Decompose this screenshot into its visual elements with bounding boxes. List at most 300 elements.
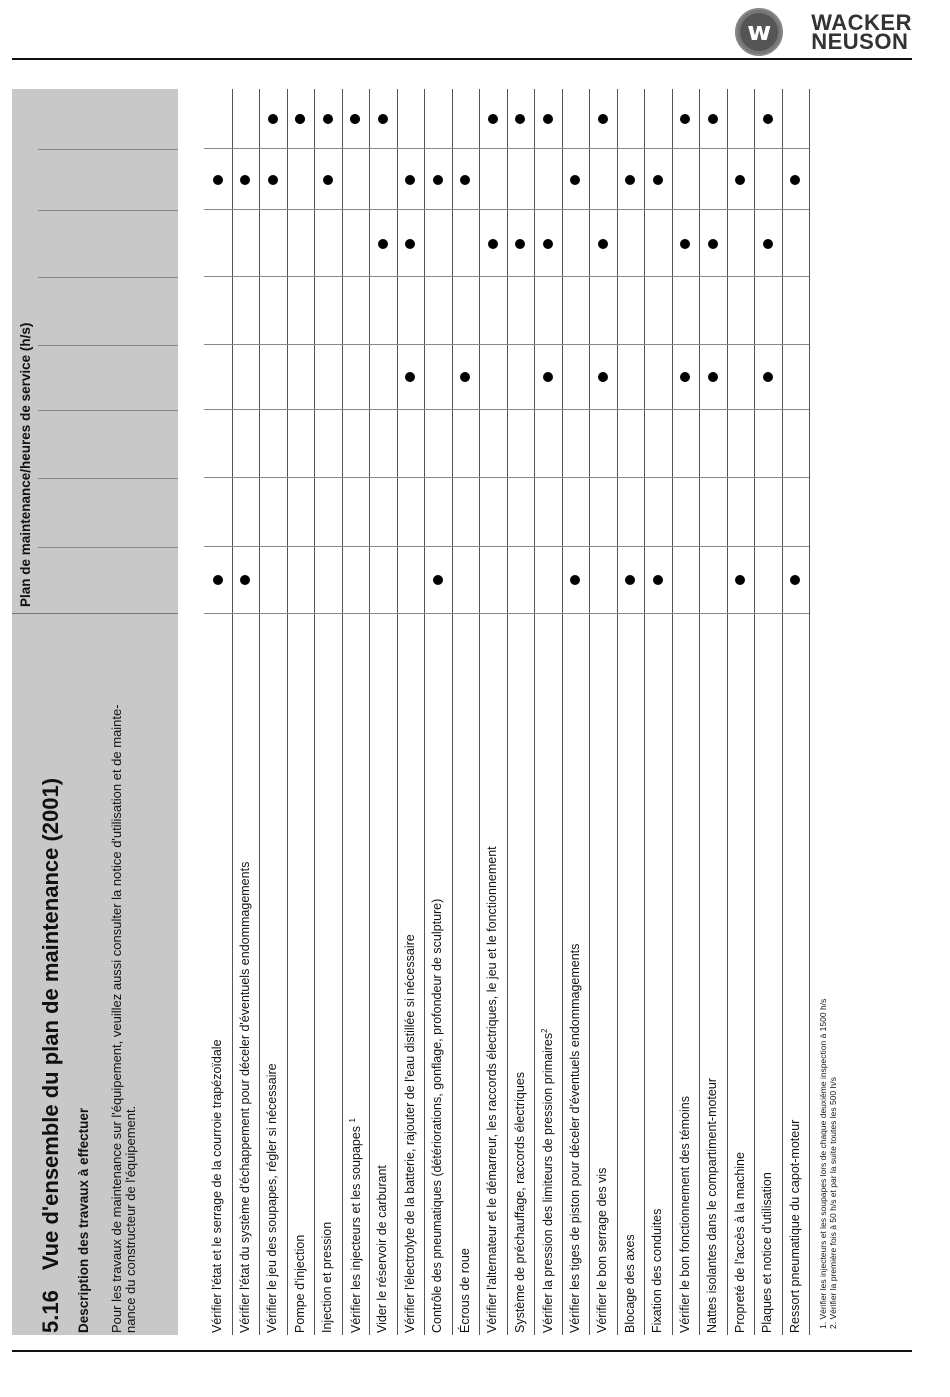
maintenance-mark-dot bbox=[405, 175, 415, 185]
table-row bbox=[259, 89, 288, 1335]
table-row bbox=[754, 89, 783, 1335]
column-divider bbox=[562, 409, 590, 410]
row-label-text: Vérifier l'alternateur et le démarreur, les raccords électriques, le jeu et le fonctionnement bbox=[485, 846, 499, 1333]
table-row bbox=[342, 89, 371, 1335]
column-divider bbox=[424, 477, 452, 478]
column-divider bbox=[617, 148, 645, 149]
table-row bbox=[672, 89, 701, 1335]
column-divider bbox=[534, 546, 562, 547]
maintenance-mark-dot bbox=[763, 372, 773, 382]
column-divider bbox=[672, 344, 700, 345]
column-divider bbox=[782, 344, 810, 345]
maintenance-mark-dot bbox=[708, 114, 718, 124]
maintenance-mark-dot bbox=[488, 114, 498, 124]
column-divider bbox=[782, 477, 810, 478]
maintenance-mark-dot bbox=[625, 575, 635, 585]
column-divider bbox=[204, 344, 232, 345]
column-divider bbox=[232, 344, 260, 345]
maintenance-mark-dot bbox=[350, 114, 360, 124]
column-divider bbox=[617, 546, 645, 547]
column-divider bbox=[562, 148, 590, 149]
row-label bbox=[348, 1118, 363, 1333]
column-divider bbox=[507, 477, 535, 478]
column-divider bbox=[479, 276, 507, 277]
row-label bbox=[705, 1078, 719, 1333]
top-rule bbox=[12, 58, 912, 60]
column-divider bbox=[727, 477, 755, 478]
column-divider bbox=[342, 546, 370, 547]
column-divider bbox=[754, 613, 782, 614]
column-divider bbox=[727, 209, 755, 210]
column-divider bbox=[314, 477, 342, 478]
row-label bbox=[595, 1168, 609, 1333]
column-divider bbox=[754, 409, 782, 410]
table-row bbox=[232, 89, 261, 1335]
column-divider bbox=[342, 477, 370, 478]
maintenance-mark-dot bbox=[680, 114, 690, 124]
plan-header-title: Plan de maintenance/heures de service (h/s) bbox=[18, 322, 33, 607]
interval-column-divider bbox=[38, 547, 178, 548]
column-divider bbox=[287, 546, 315, 547]
column-divider bbox=[507, 148, 535, 149]
row-label bbox=[760, 1172, 774, 1333]
wacker-logo-icon: w bbox=[735, 8, 783, 56]
table-row bbox=[562, 89, 591, 1335]
column-divider bbox=[589, 148, 617, 149]
column-divider bbox=[424, 276, 452, 277]
column-divider bbox=[562, 546, 590, 547]
maintenance-mark-dot bbox=[598, 372, 608, 382]
section-number: 5.16 bbox=[38, 1290, 63, 1333]
column-divider bbox=[479, 546, 507, 547]
table-row bbox=[369, 89, 398, 1335]
section-title bbox=[38, 778, 64, 1333]
row-label-text: Plaques et notice d'utilisation bbox=[760, 1172, 774, 1333]
brand-name bbox=[811, 10, 912, 54]
column-divider bbox=[617, 613, 645, 614]
column-divider bbox=[589, 344, 617, 345]
column-divider bbox=[534, 477, 562, 478]
column-divider bbox=[397, 148, 425, 149]
row-label bbox=[458, 1248, 472, 1333]
column-divider bbox=[534, 209, 562, 210]
row-label-text: Vérifier la pression des limiteurs de pression primaires bbox=[541, 1032, 556, 1333]
row-label-text: Blocage des axes bbox=[622, 1234, 637, 1333]
row-label bbox=[513, 1072, 527, 1333]
maintenance-mark-dot bbox=[708, 239, 718, 249]
column-divider bbox=[397, 477, 425, 478]
column-divider bbox=[672, 276, 700, 277]
column-divider bbox=[452, 546, 480, 547]
row-label-text: Pompe d'injection bbox=[292, 1234, 307, 1333]
column-divider bbox=[452, 477, 480, 478]
section-title-text: Vue d'ensemble du plan de maintenance (2001) bbox=[38, 777, 63, 1271]
column-divider bbox=[369, 276, 397, 277]
maintenance-mark-dot bbox=[323, 175, 333, 185]
column-divider bbox=[562, 344, 590, 345]
row-label bbox=[540, 1028, 555, 1333]
footnote-marker: 1 bbox=[347, 1118, 357, 1123]
row-label bbox=[678, 1096, 692, 1333]
column-divider bbox=[452, 209, 480, 210]
column-divider bbox=[259, 344, 287, 345]
bottom-rule bbox=[12, 1350, 912, 1352]
column-divider bbox=[204, 477, 232, 478]
column-divider bbox=[589, 276, 617, 277]
interval-column-divider bbox=[38, 410, 178, 411]
maintenance-mark-dot bbox=[433, 175, 443, 185]
footnote: 1. Vérifier les injecteurs et les soupapes lors de chaque deuxième inspection à 1500 h/s bbox=[818, 998, 828, 1329]
row-label bbox=[650, 1209, 664, 1333]
table-row bbox=[479, 89, 508, 1335]
table-row bbox=[782, 89, 811, 1335]
column-divider bbox=[287, 613, 315, 614]
row-label bbox=[265, 1063, 279, 1333]
maintenance-mark-dot bbox=[653, 575, 663, 585]
column-divider bbox=[699, 477, 727, 478]
column-divider bbox=[562, 276, 590, 277]
column-divider bbox=[782, 613, 810, 614]
column-divider bbox=[397, 546, 425, 547]
column-divider bbox=[617, 409, 645, 410]
maintenance-mark-dot bbox=[460, 175, 470, 185]
column-divider bbox=[397, 276, 425, 277]
column-divider bbox=[727, 344, 755, 345]
column-divider bbox=[342, 344, 370, 345]
brand-logo bbox=[735, 8, 912, 56]
column-divider bbox=[644, 344, 672, 345]
column-divider bbox=[232, 409, 260, 410]
column-divider bbox=[424, 209, 452, 210]
column-divider bbox=[699, 546, 727, 547]
interval-column-divider bbox=[38, 210, 178, 211]
column-divider bbox=[314, 209, 342, 210]
column-divider bbox=[369, 148, 397, 149]
footnote-marker: 2 bbox=[540, 1028, 549, 1033]
column-divider bbox=[397, 209, 425, 210]
row-label bbox=[403, 934, 417, 1333]
row-label-text: Vérifier le bon serrage des vis bbox=[595, 1167, 609, 1333]
column-divider bbox=[589, 477, 617, 478]
column-divider bbox=[754, 477, 782, 478]
column-divider bbox=[369, 477, 397, 478]
plan-header bbox=[12, 89, 178, 615]
maintenance-mark-dot bbox=[515, 114, 525, 124]
maintenance-mark-dot bbox=[570, 175, 580, 185]
column-divider bbox=[672, 209, 700, 210]
column-divider bbox=[204, 409, 232, 410]
table-row bbox=[424, 89, 453, 1335]
column-divider bbox=[424, 409, 452, 410]
column-divider bbox=[232, 276, 260, 277]
column-divider bbox=[259, 613, 287, 614]
column-divider bbox=[507, 613, 535, 614]
column-divider bbox=[397, 409, 425, 410]
column-divider bbox=[479, 613, 507, 614]
column-divider bbox=[754, 148, 782, 149]
brand-line-2: NEUSON bbox=[811, 29, 909, 54]
column-divider bbox=[644, 209, 672, 210]
column-divider bbox=[259, 409, 287, 410]
column-divider bbox=[672, 409, 700, 410]
column-divider bbox=[562, 209, 590, 210]
column-divider bbox=[232, 546, 260, 547]
column-divider bbox=[534, 613, 562, 614]
column-divider bbox=[479, 344, 507, 345]
column-divider bbox=[727, 409, 755, 410]
column-divider bbox=[589, 613, 617, 614]
column-divider bbox=[369, 613, 397, 614]
row-label-text: Vérifier le bon fonctionnement des témoins bbox=[677, 1096, 692, 1333]
column-divider bbox=[479, 209, 507, 210]
maintenance-mark-dot bbox=[405, 372, 415, 382]
column-divider bbox=[259, 276, 287, 277]
maintenance-mark-dot bbox=[708, 372, 718, 382]
column-divider bbox=[287, 477, 315, 478]
column-divider bbox=[287, 148, 315, 149]
column-divider bbox=[369, 209, 397, 210]
maintenance-mark-dot bbox=[680, 372, 690, 382]
row-label-text: Injection et pression bbox=[320, 1221, 334, 1333]
column-divider bbox=[534, 409, 562, 410]
row-label bbox=[623, 1234, 637, 1333]
footnotes bbox=[818, 999, 838, 1329]
maintenance-mark-dot bbox=[488, 239, 498, 249]
maintenance-mark-dot bbox=[515, 239, 525, 249]
column-divider bbox=[424, 546, 452, 547]
table-row bbox=[589, 89, 618, 1335]
column-divider bbox=[507, 344, 535, 345]
column-divider bbox=[617, 276, 645, 277]
column-divider bbox=[699, 276, 727, 277]
maintenance-mark-dot bbox=[460, 372, 470, 382]
column-divider bbox=[782, 209, 810, 210]
table-row bbox=[617, 89, 646, 1335]
table-row bbox=[204, 89, 233, 1335]
interval-column-divider bbox=[38, 478, 178, 479]
column-divider bbox=[644, 477, 672, 478]
table-row bbox=[397, 89, 426, 1335]
column-divider bbox=[507, 546, 535, 547]
maintenance-mark-dot bbox=[598, 114, 608, 124]
maintenance-mark-dot bbox=[570, 575, 580, 585]
maintenance-mark-dot bbox=[295, 114, 305, 124]
column-divider bbox=[287, 209, 315, 210]
column-divider bbox=[534, 276, 562, 277]
table-row bbox=[727, 89, 756, 1335]
column-divider bbox=[589, 546, 617, 547]
maintenance-mark-dot bbox=[543, 372, 553, 382]
column-divider bbox=[232, 477, 260, 478]
column-divider bbox=[699, 209, 727, 210]
maintenance-table-page bbox=[12, 89, 912, 1335]
column-divider bbox=[507, 409, 535, 410]
section-subtitle: Description des travaux à effectuer bbox=[76, 1107, 91, 1333]
column-divider bbox=[342, 409, 370, 410]
row-label-text: Vérifier l'état et le serrage de la courroie trapézoïdale bbox=[210, 1039, 224, 1333]
row-label-text: Écrous de roue bbox=[457, 1248, 472, 1333]
column-divider bbox=[287, 276, 315, 277]
interval-column-divider bbox=[38, 345, 178, 346]
maintenance-mark-dot bbox=[543, 114, 553, 124]
maintenance-mark-dot bbox=[763, 239, 773, 249]
maintenance-mark-dot bbox=[653, 175, 663, 185]
maintenance-mark-dot bbox=[790, 575, 800, 585]
column-divider bbox=[534, 148, 562, 149]
column-divider bbox=[782, 276, 810, 277]
column-divider bbox=[342, 148, 370, 149]
column-divider bbox=[369, 409, 397, 410]
column-divider bbox=[369, 344, 397, 345]
row-label bbox=[293, 1235, 307, 1333]
column-divider bbox=[342, 613, 370, 614]
column-divider bbox=[782, 546, 810, 547]
maintenance-mark-dot bbox=[680, 239, 690, 249]
column-divider bbox=[259, 546, 287, 547]
maintenance-mark-dot bbox=[735, 175, 745, 185]
row-label bbox=[485, 846, 499, 1333]
column-divider bbox=[259, 477, 287, 478]
column-divider bbox=[479, 148, 507, 149]
row-label bbox=[733, 1152, 747, 1333]
column-divider bbox=[204, 276, 232, 277]
maintenance-mark-dot bbox=[323, 114, 333, 124]
column-divider bbox=[314, 276, 342, 277]
column-divider bbox=[672, 477, 700, 478]
column-divider bbox=[452, 344, 480, 345]
row-label bbox=[430, 899, 444, 1333]
column-divider bbox=[479, 477, 507, 478]
column-divider bbox=[699, 409, 727, 410]
maintenance-mark-dot bbox=[735, 575, 745, 585]
column-divider bbox=[699, 344, 727, 345]
column-divider bbox=[672, 148, 700, 149]
column-divider bbox=[232, 613, 260, 614]
column-divider bbox=[259, 209, 287, 210]
column-divider bbox=[287, 409, 315, 410]
row-label-text: Vider le réservoir de carburant bbox=[375, 1165, 389, 1333]
column-divider bbox=[617, 209, 645, 210]
column-divider bbox=[314, 409, 342, 410]
maintenance-mark-dot bbox=[213, 575, 223, 585]
row-label-text: Vérifier l'état du système d'échappement pour déceler d'éventuels endommagements bbox=[237, 861, 252, 1333]
row-label bbox=[238, 862, 252, 1333]
row-label-text: Système de préchauffage, raccords électriques bbox=[512, 1071, 527, 1333]
table-row bbox=[644, 89, 673, 1335]
maintenance-mark-dot bbox=[378, 114, 388, 124]
column-divider bbox=[452, 613, 480, 614]
column-divider bbox=[424, 344, 452, 345]
column-divider bbox=[452, 276, 480, 277]
column-divider bbox=[424, 148, 452, 149]
column-divider bbox=[479, 409, 507, 410]
header-band bbox=[12, 89, 178, 1335]
column-divider bbox=[204, 148, 232, 149]
column-divider bbox=[782, 148, 810, 149]
table-row bbox=[534, 89, 563, 1335]
row-label-text: Fixation des conduites bbox=[650, 1208, 664, 1333]
maintenance-mark-dot bbox=[763, 114, 773, 124]
column-divider bbox=[314, 546, 342, 547]
column-divider bbox=[397, 613, 425, 614]
column-divider bbox=[342, 209, 370, 210]
table-row bbox=[507, 89, 536, 1335]
column-divider bbox=[397, 344, 425, 345]
column-divider bbox=[782, 409, 810, 410]
column-divider bbox=[672, 613, 700, 614]
column-divider bbox=[644, 276, 672, 277]
column-divider bbox=[727, 613, 755, 614]
column-divider bbox=[644, 148, 672, 149]
column-divider bbox=[672, 546, 700, 547]
column-divider bbox=[727, 546, 755, 547]
column-divider bbox=[507, 209, 535, 210]
column-divider bbox=[232, 209, 260, 210]
column-divider bbox=[452, 409, 480, 410]
row-label-text: Vérifier le jeu des soupapes, régler si nécessaire bbox=[265, 1063, 279, 1333]
column-divider bbox=[589, 409, 617, 410]
row-label-text: Vérifier les tiges de piston pour déceler d'éventuels endommagements bbox=[567, 943, 582, 1333]
column-divider bbox=[617, 344, 645, 345]
row-label bbox=[568, 944, 582, 1333]
maintenance-mark-dot bbox=[240, 575, 250, 585]
maintenance-mark-dot bbox=[433, 575, 443, 585]
maintenance-mark-dot bbox=[625, 175, 635, 185]
column-divider bbox=[507, 276, 535, 277]
column-divider bbox=[452, 148, 480, 149]
interval-column-divider bbox=[38, 149, 178, 150]
maintenance-mark-dot bbox=[240, 175, 250, 185]
column-divider bbox=[204, 209, 232, 210]
column-divider bbox=[754, 546, 782, 547]
column-divider bbox=[204, 546, 232, 547]
maintenance-mark-dot bbox=[378, 239, 388, 249]
column-divider bbox=[727, 276, 755, 277]
maintenance-mark-dot bbox=[405, 239, 415, 249]
row-label-text: Ressort pneumatique du capot-moteur bbox=[787, 1119, 802, 1333]
interval-column-divider bbox=[38, 277, 178, 278]
row-label-text: Vérifier l'électrolyte de la batterie, rajouter de l'eau distillée si nécessaire bbox=[402, 934, 417, 1333]
column-divider bbox=[534, 344, 562, 345]
row-label bbox=[375, 1165, 389, 1333]
maintenance-mark-dot bbox=[790, 175, 800, 185]
maintenance-mark-dot bbox=[543, 239, 553, 249]
column-divider bbox=[644, 613, 672, 614]
column-divider bbox=[644, 546, 672, 547]
maintenance-mark-dot bbox=[213, 175, 223, 185]
maintenance-mark-dot bbox=[598, 239, 608, 249]
row-label-text: Contrôle des pneumatiques (détériorations, gonflage, profondeur de sculpture) bbox=[430, 898, 444, 1333]
column-divider bbox=[644, 409, 672, 410]
row-label bbox=[788, 1120, 802, 1333]
footnote: 2. Vérifier la première fois à 50 h/s et par la suite toutes les 500 h/s bbox=[828, 1077, 838, 1329]
column-divider bbox=[424, 613, 452, 614]
column-divider bbox=[314, 613, 342, 614]
table-row bbox=[452, 89, 481, 1335]
column-divider bbox=[562, 613, 590, 614]
row-label bbox=[210, 1039, 224, 1333]
maintenance-mark-dot bbox=[268, 175, 278, 185]
column-divider bbox=[287, 344, 315, 345]
column-divider bbox=[342, 276, 370, 277]
column-divider bbox=[369, 546, 397, 547]
column-divider bbox=[617, 477, 645, 478]
maintenance-mark-dot bbox=[268, 114, 278, 124]
column-divider bbox=[727, 148, 755, 149]
row-label-text: Vérifier les injecteurs et les soupapes bbox=[348, 1122, 363, 1333]
column-divider bbox=[589, 209, 617, 210]
column-divider bbox=[259, 148, 287, 149]
